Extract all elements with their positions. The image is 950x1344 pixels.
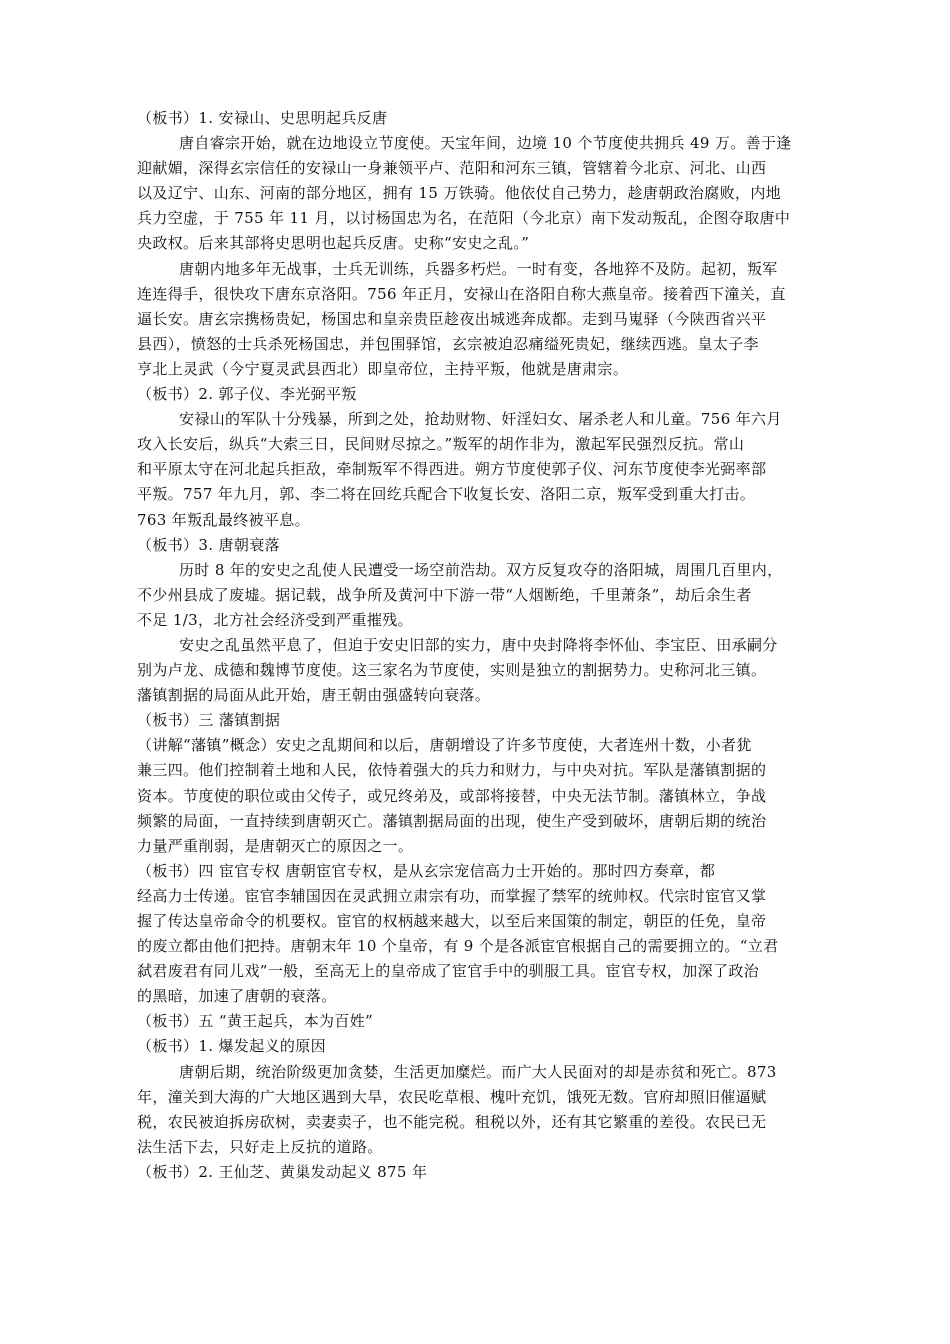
paragraph-line: 迎献媚，深得玄宗信任的安禄山一身兼领平卢、范阳和河东三镇，管辖着今北京、河北、山西 — [137, 159, 767, 178]
paragraph-line: 弑君废君有同儿戏”一般，至高无上的皇帝成了宦官手中的驯服工具。宦官专权，加深了政治 — [137, 962, 760, 981]
document-body — [137, 106, 827, 1185]
paragraph-line: 别为卢龙、成德和魏博节度使。这三家名为节度使，实则是独立的割据势力。史称河北三镇。 — [137, 661, 767, 680]
paragraph-line: 县西），愤怒的士兵杀死杨国忠，并包围驿馆，玄宗被迫忍痛缢死贵妃，继续西逃。皇太子李 — [137, 334, 759, 353]
paragraph-line: 的废立都由他们把持。唐朝末年 10 个皇帝，有 9 个是各派宦官根据自己的需要拥立的。“立君 — [137, 937, 779, 956]
paragraph-line: 不足 1/3，北方社会经济受到严重摧残。 — [137, 610, 413, 629]
paragraph-line: 和平原太守在河北起兵拒敌，牵制叛军不得西进。朔方节度使郭子仪、河东节度使李光弼率部 — [137, 460, 767, 479]
paragraph-line: （讲解“藩镇”概念）安史之乱期间和以后，唐朝增设了许多节度使，大者连州十数，小者犹 — [137, 736, 752, 755]
paragraph-line: 历时 8 年的安史之乱使人民遭受一场空前浩劫。双方反复攻夺的洛阳城，周围几百里内， — [179, 560, 783, 579]
paragraph-line: 央政权。后来其部将史思明也起兵反唐。史称“安史之乱。” — [137, 234, 530, 253]
paragraph-line: 兵力空虚，于 755 年 11 月，以讨杨国忠为名，在范阳（今北京）南下发动叛乱，企图夺取唐中 — [137, 209, 791, 228]
paragraph-line: 平叛。757 年九月，郭、李二将在回纥兵配合下收复长安、洛阳二京，叛军受到重大打击。 — [137, 485, 756, 504]
paragraph-line: 握了传达皇帝命令的机要权。宦官的权柄越来越大，以至后来国策的制定，朝臣的任免，皇帝 — [137, 912, 767, 930]
paragraph-line: 安禄山的军队十分残暴，所到之处，抢劫财物、奸淫妇女、屠杀老人和儿童。756 年六月 — [179, 410, 782, 429]
paragraph-line: 兼三四。他们控制着土地和人民，依恃着强大的兵力和财力，与中央对抗。军队是藩镇割据的 — [137, 761, 767, 780]
paragraph-line: 经高力士传递。宦官李辅国因在灵武拥立肃宗有功，而掌握了禁军的统帅权。代宗时宦官又掌 — [137, 886, 767, 905]
paragraph-line: 年，潼关到大海的广大地区遇到大旱，农民吃草根、槐叶充饥，饿死无数。官府却照旧催逼赋 — [137, 1087, 767, 1106]
paragraph-line: 以及辽宁、山东、河南的部分地区，拥有 15 万铁骑。他依仗自己势力，趁唐朝政治腐败，内地 — [137, 184, 782, 203]
heading-section-5-huang-wang: （板书）五 “黄王起兵，本为百姓” — [137, 1012, 374, 1031]
paragraph-line: 藩镇割据的局面从此开始，唐王朝由强盛转向衰落。 — [137, 686, 491, 705]
paragraph-line: 安史之乱虽然平息了，但迫于安史旧部的实力，唐中央封降将李怀仙、李宝臣、田承嗣分 — [179, 635, 778, 654]
heading-1-an-lushan: （板书）1. 安禄山、史思明起兵反唐 — [137, 109, 388, 127]
paragraph-line: 唐朝后期，统治阶级更加贪婪，生活更加糜烂。而广大人民面对的却是赤贫和死亡。873 — [179, 1062, 777, 1081]
heading-2-wang-xianzhi: （板书）2. 王仙芝、黄巢发动起义 875 年 — [137, 1162, 428, 1181]
paragraph-line: 攻入长安后，纵兵“大索三日，民间财尽掠之。”叛军的胡作非为，激起军民强烈反抗。常山 — [137, 435, 745, 454]
paragraph-line: 763 年叛乱最终被平息。 — [137, 510, 310, 529]
paragraph-line: 逼长安。唐玄宗携杨贵妃，杨国忠和皇亲贵臣趁夜出城逃奔成都。走到马嵬驿（今陕西省兴平 — [137, 309, 767, 328]
heading-2-guo-ziyi: （板书）2. 郭子仪、李光弼平叛 — [137, 385, 357, 404]
paragraph-line: 资本。节度使的职位或由父传子，或兄终弟及，或部将接替，中央无法节制。藩镇林立，争战 — [137, 786, 767, 805]
heading-3-tang-decline: （板书）3. 唐朝衰落 — [137, 535, 280, 554]
paragraph-line: 力量严重削弱，是唐朝灭亡的原因之一。 — [137, 836, 414, 855]
paragraph-line: 不少州县成了废墟。据记载，战争所及黄河中下游一带“人烟断绝，千里萧条”，劫后余生者 — [137, 585, 752, 604]
paragraph-line: 亨北上灵武（今宁夏灵武县西北）即皇帝位，主持平叛，他就是唐肃宗。 — [137, 359, 629, 378]
heading-section-4-eunuchs: （板书）四 宦官专权 唐朝宦官专权，是从玄宗宠信高力士开始的。那时四方奏章，都 — [137, 861, 716, 880]
heading-section-3-fanzhen: （板书）三 藩镇割据 — [137, 711, 281, 730]
paragraph-line: 法生活下去，只好走上反抗的道路。 — [137, 1137, 383, 1156]
paragraph-line: 频繁的局面，一直持续到唐朝灭亡。藩镇割据局面的出现，使生产受到破坏，唐朝后期的统治 — [137, 811, 767, 830]
paragraph-line: 唐朝内地多年无战事，士兵无训练，兵器多朽烂。一时有变，各地猝不及防。起初，叛军 — [179, 259, 778, 278]
paragraph-line: 连连得手，很快攻下唐东京洛阳。756 年正月，安禄山在洛阳自称大燕皇帝。接着西下潼关，直 — [137, 284, 786, 303]
heading-1-uprising-causes: （板书）1. 爆发起义的原因 — [137, 1037, 326, 1056]
paragraph-line: 税，农民被迫拆房砍树，卖妻卖子，也不能完税。租税以外，还有其它繁重的差役。农民已无 — [137, 1112, 767, 1131]
paragraph-line: 的黑暗，加速了唐朝的衰落。 — [137, 987, 337, 1006]
paragraph-line: 唐自睿宗开始，就在边地设立节度使。天宝年间，边境 10 个节度使共拥兵 49 万。善于逢 — [179, 134, 792, 153]
